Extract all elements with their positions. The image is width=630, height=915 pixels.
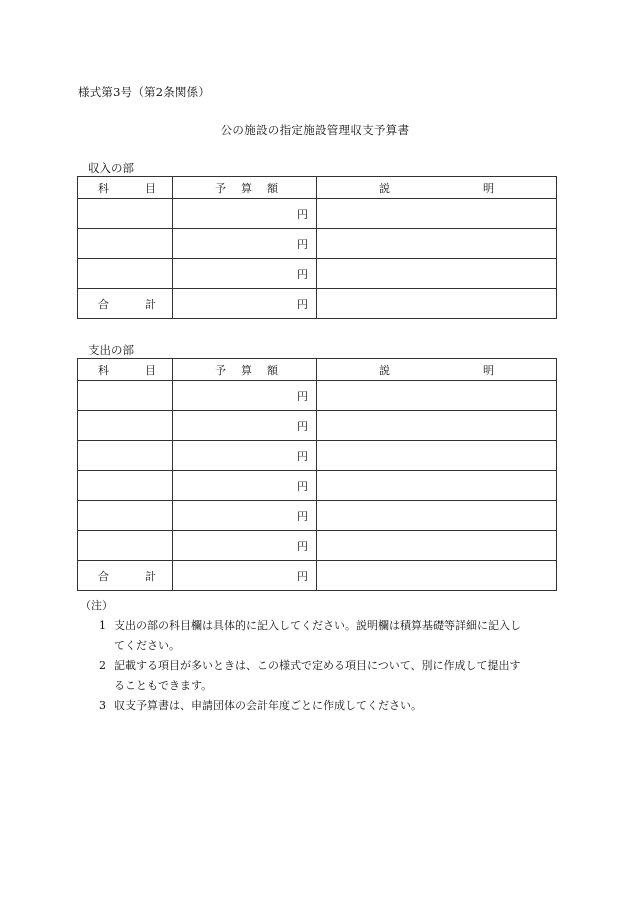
yen-unit: 円 xyxy=(297,267,308,281)
income-amount-cell[interactable] xyxy=(173,259,317,289)
document-title: 公の施設の指定施設管理収支予算書 xyxy=(220,123,410,137)
income-row xyxy=(78,199,557,229)
note-text xyxy=(114,656,560,696)
income-total-row xyxy=(78,289,557,319)
note-number: 2 xyxy=(99,659,106,672)
form-number: 様式第3号（第2条関係） xyxy=(78,85,211,99)
income-header-description xyxy=(317,177,557,199)
expense-header-description xyxy=(317,359,557,381)
income-amount-cell[interactable] xyxy=(173,229,317,259)
expense-subject-cell[interactable] xyxy=(78,531,173,561)
note-number: 3 xyxy=(99,699,106,712)
yen-unit: 円 xyxy=(297,389,308,403)
expense-description-cell[interactable] xyxy=(317,381,557,411)
expense-subject-cell[interactable] xyxy=(78,501,173,531)
expense-description-cell[interactable] xyxy=(317,441,557,471)
income-subject-cell[interactable] xyxy=(78,229,173,259)
expense-row xyxy=(78,381,557,411)
income-description-cell[interactable] xyxy=(317,199,557,229)
expense-subject-cell[interactable] xyxy=(78,441,173,471)
expense-total-label xyxy=(78,561,173,591)
income-total-label xyxy=(78,289,173,319)
expense-row xyxy=(78,411,557,441)
expense-subject-cell[interactable] xyxy=(78,471,173,501)
income-header-budget xyxy=(173,177,317,199)
total-char-2: 計 xyxy=(145,297,156,311)
expense-total-amount-cell[interactable] xyxy=(173,561,317,591)
note-text xyxy=(114,616,560,656)
note-line: ることもできます。 xyxy=(114,679,213,692)
expense-amount-cell[interactable] xyxy=(173,411,317,441)
header-description-char-2: 明 xyxy=(483,363,494,377)
income-table xyxy=(77,176,557,319)
expense-amount-cell[interactable] xyxy=(173,381,317,411)
expense-row xyxy=(78,471,557,501)
expense-total-description-cell[interactable] xyxy=(317,561,557,591)
expense-subject-cell[interactable] xyxy=(78,381,173,411)
expense-header-budget xyxy=(173,359,317,381)
header-subject-char-2: 目 xyxy=(145,363,156,377)
income-subject-cell[interactable] xyxy=(78,199,173,229)
note-text xyxy=(114,696,560,716)
income-row xyxy=(78,259,557,289)
note-line: てください。 xyxy=(114,639,180,652)
yen-unit: 円 xyxy=(297,449,308,463)
header-budget-char-2: 算 xyxy=(241,363,252,377)
expense-amount-cell[interactable] xyxy=(173,441,317,471)
header-budget-char-3: 額 xyxy=(267,181,278,195)
income-total-description-cell[interactable] xyxy=(317,289,557,319)
notes-section xyxy=(80,596,560,716)
yen-unit: 円 xyxy=(297,539,308,553)
expense-amount-cell[interactable] xyxy=(173,501,317,531)
income-header-row xyxy=(78,177,557,199)
expense-row xyxy=(78,531,557,561)
income-header-subject xyxy=(78,177,173,199)
note-line: 記載する項目が多いときは、この様式で定める項目について、別に作成して提出す xyxy=(114,659,521,672)
total-char-2: 計 xyxy=(145,569,156,583)
header-budget-char-2: 算 xyxy=(241,181,252,195)
note-item xyxy=(80,616,560,656)
expense-section-label: 支出の部 xyxy=(88,343,134,357)
header-budget-char-1: 予 xyxy=(215,181,226,195)
note-line: 支出の部の科目欄は具体的に記入してください。説明欄は積算基礎等詳細に記入し xyxy=(114,619,521,632)
header-subject-char-1: 科 xyxy=(98,363,109,377)
expense-description-cell[interactable] xyxy=(317,531,557,561)
note-item xyxy=(80,696,560,716)
yen-unit: 円 xyxy=(297,297,308,311)
total-char-1: 合 xyxy=(98,297,109,311)
note-number: 1 xyxy=(99,619,106,632)
income-row xyxy=(78,229,557,259)
expense-description-cell[interactable] xyxy=(317,411,557,441)
yen-unit: 円 xyxy=(297,479,308,493)
expense-row xyxy=(78,501,557,531)
income-amount-cell[interactable] xyxy=(173,199,317,229)
header-description-char-1: 説 xyxy=(379,181,390,195)
note-line: 収支予算書は、申請団体の会計年度ごとに作成してください。 xyxy=(114,699,422,712)
yen-unit: 円 xyxy=(297,207,308,221)
yen-unit: 円 xyxy=(297,419,308,433)
income-description-cell[interactable] xyxy=(317,229,557,259)
yen-unit: 円 xyxy=(297,509,308,523)
header-description-char-2: 明 xyxy=(483,181,494,195)
yen-unit: 円 xyxy=(297,237,308,251)
income-total-amount-cell[interactable] xyxy=(173,289,317,319)
expense-amount-cell[interactable] xyxy=(173,471,317,501)
income-section-label: 収入の部 xyxy=(88,161,134,175)
expense-description-cell[interactable] xyxy=(317,471,557,501)
header-subject-char-1: 科 xyxy=(98,181,109,195)
income-subject-cell[interactable] xyxy=(78,259,173,289)
header-budget-char-1: 予 xyxy=(215,363,226,377)
expense-description-cell[interactable] xyxy=(317,501,557,531)
expense-table xyxy=(77,358,557,591)
expense-subject-cell[interactable] xyxy=(78,411,173,441)
note-item xyxy=(80,656,560,696)
expense-total-row xyxy=(78,561,557,591)
header-subject-char-2: 目 xyxy=(145,181,156,195)
expense-header-subject xyxy=(78,359,173,381)
expense-header-row xyxy=(78,359,557,381)
notes-heading: （注） xyxy=(80,599,113,612)
income-description-cell[interactable] xyxy=(317,259,557,289)
expense-row xyxy=(78,441,557,471)
header-budget-char-3: 額 xyxy=(267,363,278,377)
total-char-1: 合 xyxy=(98,569,109,583)
expense-amount-cell[interactable] xyxy=(173,531,317,561)
yen-unit: 円 xyxy=(297,569,308,583)
header-description-char-1: 説 xyxy=(379,363,390,377)
